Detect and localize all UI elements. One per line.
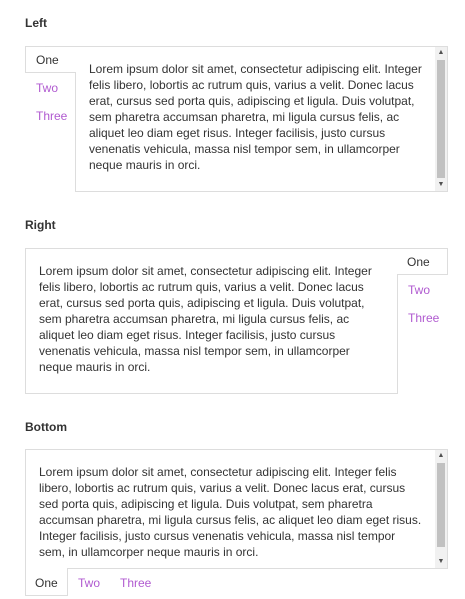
tab-bottom-two[interactable]: Two — [78, 576, 101, 590]
tab-pane-bottom[interactable] — [25, 449, 448, 569]
scrollbar-left[interactable] — [435, 47, 447, 191]
tab-left-two[interactable]: Two — [36, 81, 59, 95]
tab-right-two[interactable]: Two — [408, 283, 431, 297]
tab-left-one[interactable]: One — [25, 46, 76, 73]
pane-text-right: Lorem ipsum dolor sit amet, consectetur adipiscing elit. Integer felis libero, lobortis ac rutrum quis, varius a velit. Donec lacus erat, cursus sed porta quis, adipiscing et ligula. Duis volutpat, sem pharetra accumsan pharetra, mi ligula cursus felis, ac aliquet leo diam eget risus. Integer facilisis, justo cursus venenatis vehicula, massa nisl tempor sem, in ullamcorper neque mauris in orci. — [39, 264, 372, 374]
section-heading-bottom: Bottom — [25, 420, 67, 434]
tab-pane-left[interactable] — [75, 46, 448, 192]
pane-text-left: Lorem ipsum dolor sit amet, consectetur adipiscing elit. Integer felis libero, lobortis ac rutrum quis, varius a velit. Donec lacus erat, cursus sed porta quis, adipiscing et ligula. Duis volutpat, sem pharetra accumsan pharetra, mi ligula cursus felis, ac aliquet leo diam eget risus. Integer facilisis, justo cursus venenatis vehicula, massa nisl tempor sem, in ullamcorper neque mauris in orci. — [89, 62, 422, 172]
scroll-down-arrow-icon[interactable]: ▼ — [437, 558, 445, 565]
tab-right-three[interactable]: Three — [408, 311, 440, 325]
tab-pane-right[interactable] — [25, 248, 398, 394]
tab-left-three[interactable]: Three — [36, 109, 68, 123]
section-heading-right: Right — [25, 218, 56, 232]
tab-bottom-three[interactable]: Three — [120, 576, 152, 590]
scroll-up-arrow-icon[interactable]: ▲ — [437, 452, 445, 459]
section-heading-left: Left — [25, 16, 47, 30]
tab-bottom-one[interactable]: One — [25, 568, 68, 596]
scroll-down-arrow-icon[interactable]: ▼ — [437, 181, 445, 188]
pane-text-bottom: Lorem ipsum dolor sit amet, consectetur adipiscing elit. Integer felis libero, lobortis ac rutrum quis, varius a velit. Donec lacus erat, cursus sed porta quis, adipiscing et ligula. Duis volutpat, sem pharetra accumsan pharetra, mi ligula cursus felis, ac aliquet leo diam eget risus. Integer facilisis, justo cursus venenatis vehicula, massa nisl tempor sem, in ullamcorper neque mauris in orci. — [39, 465, 422, 559]
scrollbar-bottom[interactable] — [435, 450, 447, 568]
scroll-thumb[interactable] — [437, 60, 445, 178]
scroll-thumb[interactable] — [437, 463, 445, 547]
scroll-up-arrow-icon[interactable]: ▲ — [437, 49, 445, 56]
tab-right-one[interactable]: One — [397, 248, 448, 275]
